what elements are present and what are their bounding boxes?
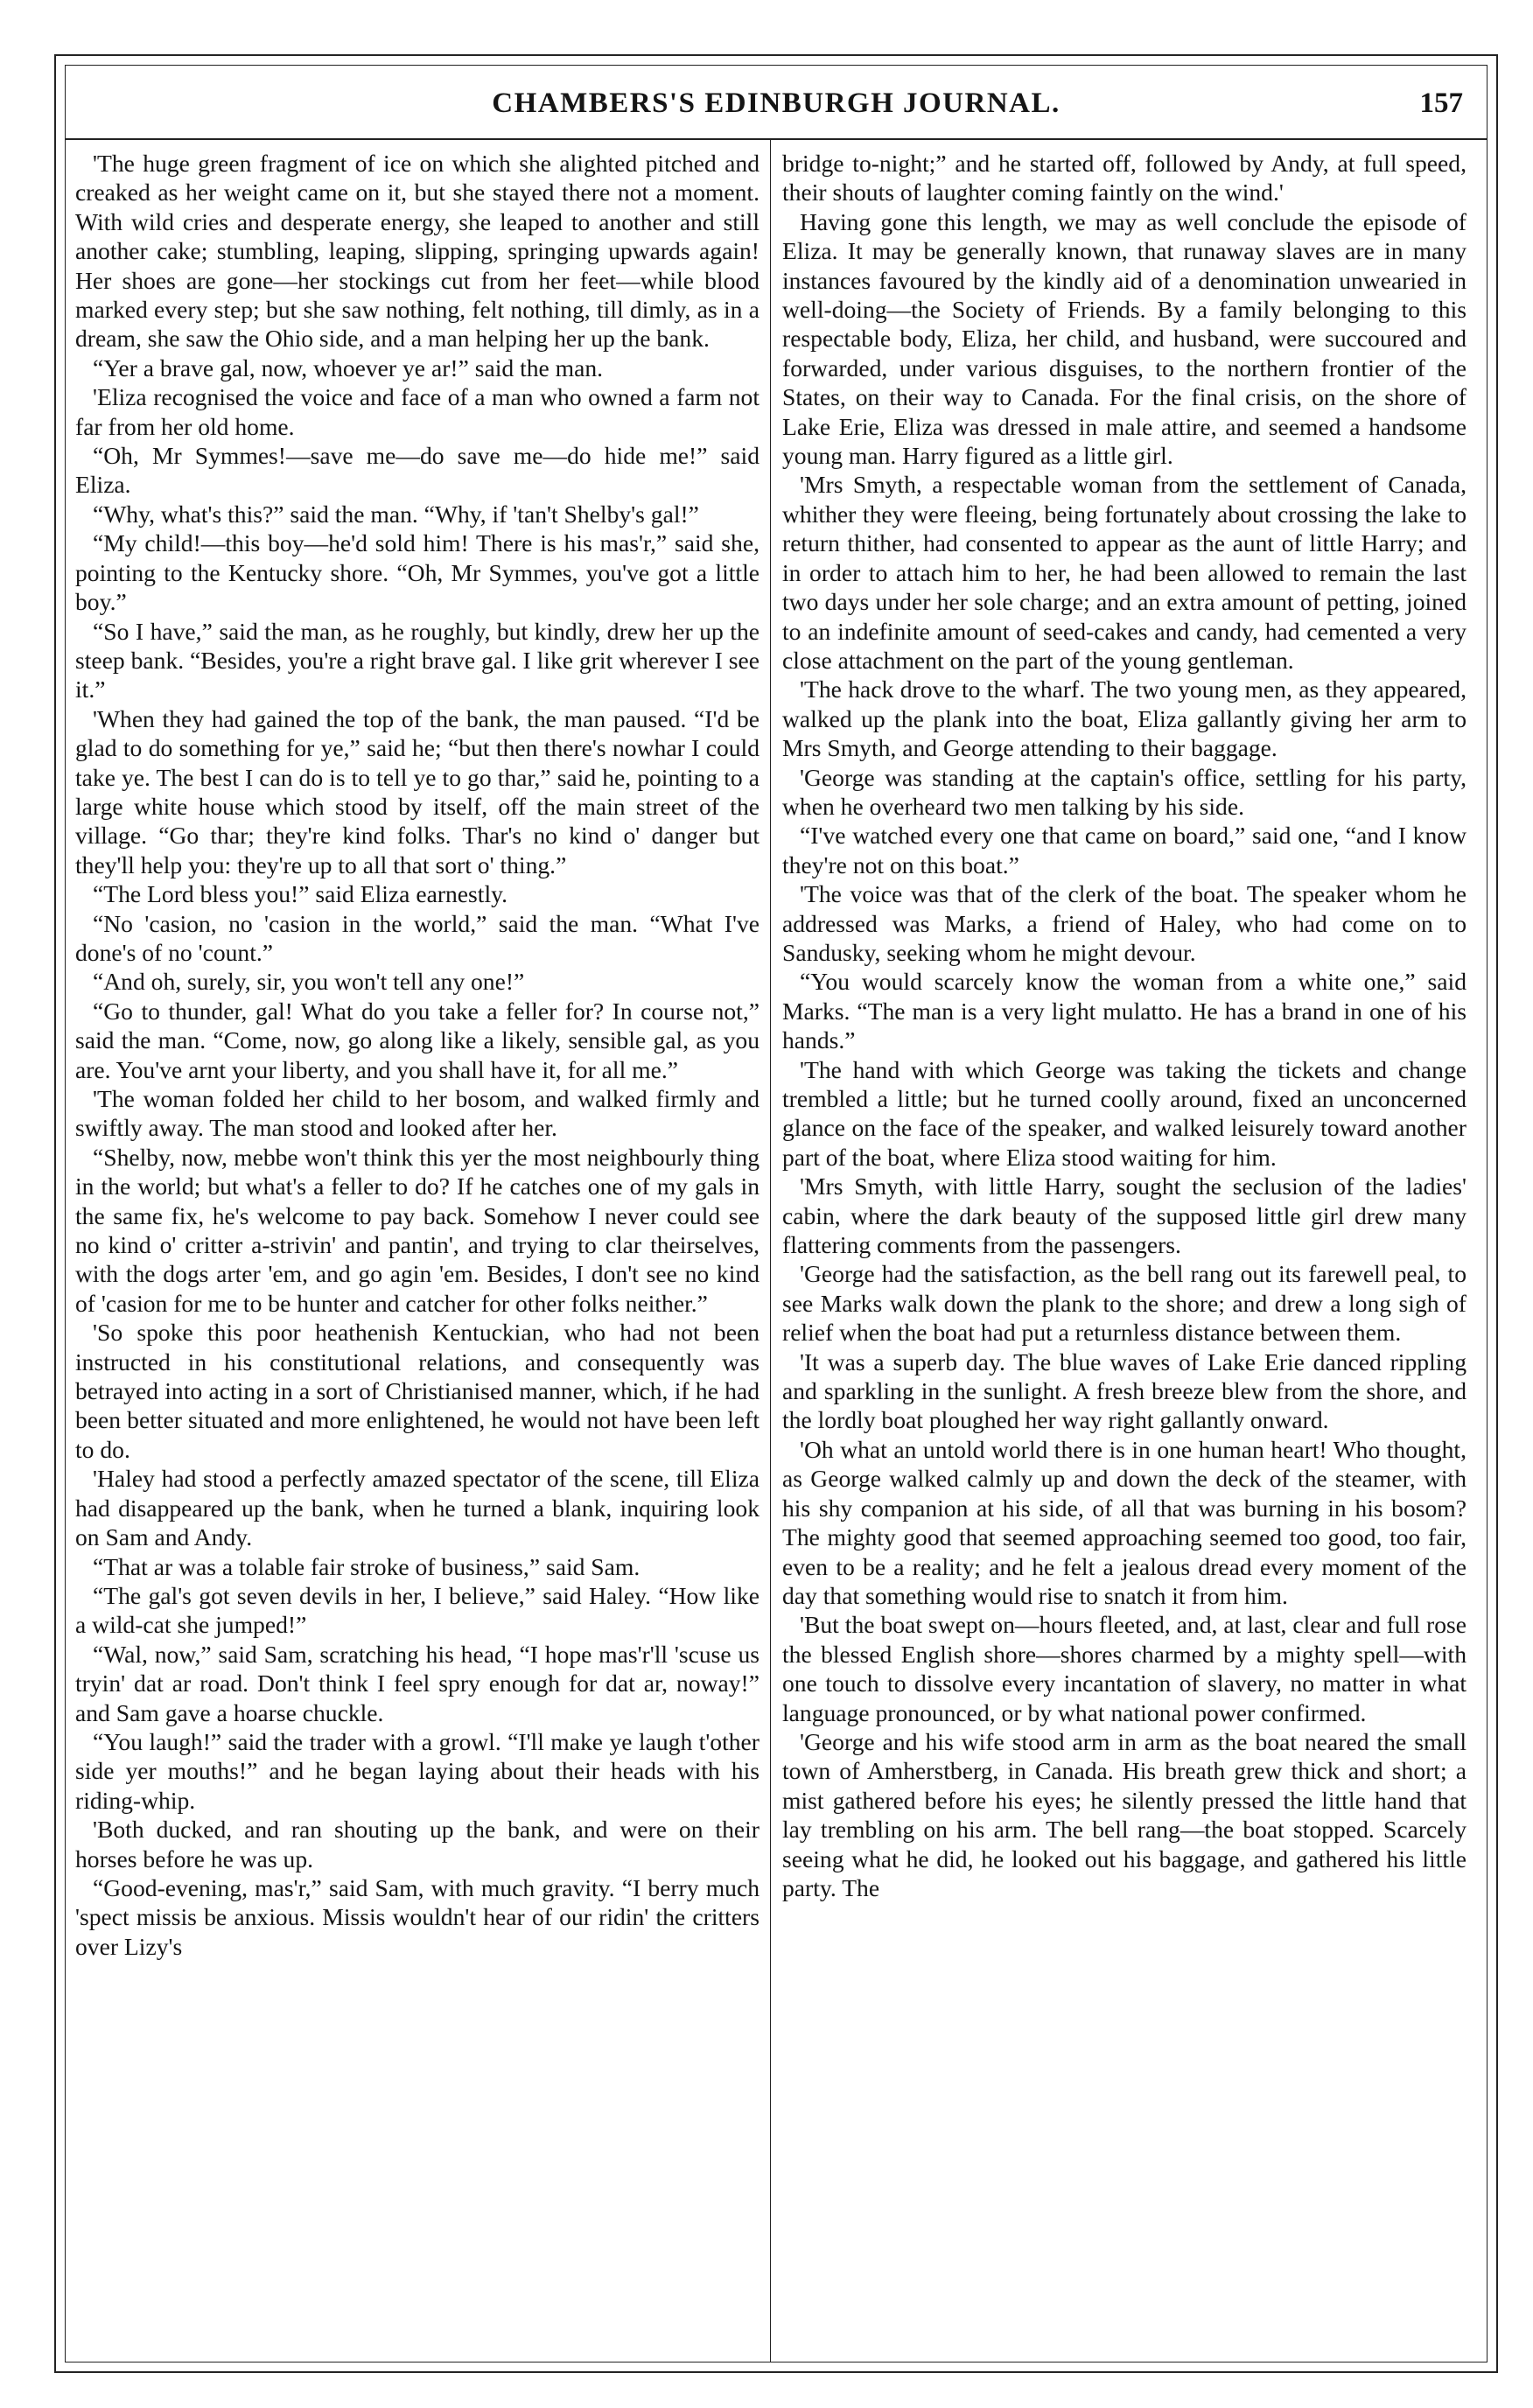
paragraph: 'The woman folded her child to her bosom, and walked firmly and swiftly away. The man stood and looked after her. bbox=[75, 1085, 760, 1142]
paragraph: 'The voice was that of the clerk of the boat. The speaker whom he addressed was Marks, a friend of Haley, who had come on to Sandusky, seeking whom he might devour. bbox=[782, 880, 1466, 966]
paragraph: 'So spoke this poor heathenish Kentuckian, who had not been instructed in his constitutional relations, and consequently was betrayed into acting in a sort of Christianised manner, which, if he had been better situated and more enlightened, he would not have been left to do. bbox=[75, 1319, 760, 1463]
paragraph: “Why, what's this?” said the man. “Why, if 'tan't Shelby's gal!” bbox=[93, 500, 699, 528]
paragraph: 'But the boat swept on—hours fleeted, and, at last, clear and full rose the blessed English shore—shores charmed by a mighty spell—with one touch to dissolve every incantation of slavery, no matter in what language pronounced, or by what national power confirmed. bbox=[782, 1611, 1466, 1726]
paragraph: “Good-evening, mas'r,” said Sam, with much gravity. “I berry much 'spect missis be anxious. Missis wouldn't hear of our ridin' the critters over Lizy's bbox=[75, 1873, 760, 1960]
paragraph: 'George was standing at the captain's office, settling for his party, when he overheard two men talking by his side. bbox=[782, 763, 1466, 820]
journal-title: CHAMBERS'S EDINBURGH JOURNAL. bbox=[492, 88, 1060, 119]
right-column bbox=[782, 149, 1466, 2354]
paragraph: 'Eliza recognised the voice and face of a man who owned a farm not far from her old home. bbox=[75, 383, 760, 440]
paragraph: 'The hack drove to the wharf. The two young men, as they appeared, walked up the plank into the boat, Eliza gallantly giving her arm to Mrs Smyth, and George attending to their baggage. bbox=[782, 676, 1466, 762]
paragraph: 'George had the satisfaction, as the bell rang out its farewell peal, to see Marks walk down the plank to the shore; and drew a long sigh of relief when the boat had put a returnless distance between them. bbox=[782, 1260, 1466, 1347]
paragraph: “The Lord bless you!” said Eliza earnestly. bbox=[93, 880, 508, 908]
paragraph: “I've watched every one that came on board,” said one, “and I know they're not on this boat.” bbox=[782, 822, 1466, 878]
paragraph: 'Both ducked, and ran shouting up the bank, and were on their horses before he was up. bbox=[75, 1816, 760, 1872]
paragraph: “The gal's got seven devils in her, I believe,” said Haley. “How like a wild-cat she jumped!” bbox=[75, 1581, 760, 1639]
paragraph: 'Oh what an untold world there is in one human heart! Who thought, as George walked calmly up and down the deck of the steamer, with his shy companion at his side, of all that was burning in his bosom? The mighty good that seemed approaching seemed too good, too fair, even to be a reality; and he felt a jealous dread every moment of the day that something would rise to snatch it from him. bbox=[782, 1435, 1466, 1609]
paragraph: 'It was a superb day. The blue waves of Lake Erie danced rippling and sparkling in the sunlight. A fresh breeze blew from the shore, and the lordly boat ploughed her way right gallantly onward. bbox=[782, 1348, 1466, 1434]
paragraph: “Go to thunder, gal! What do you take a feller for? In course not,” said the man. “Come, now, go along like a likely, sensible gal, as you are. You've arnt your liberty, and you shall have it, for all me.” bbox=[75, 997, 760, 1083]
paragraph: “Wal, now,” said Sam, scratching his head, “I hope mas'r'll 'scuse us tryin' dat ar road. Don't think I feel spry enough for dat ar, noway!” and Sam gave a hoarse chuckle. bbox=[75, 1640, 760, 1726]
paragraph: “So I have,” said the man, as he roughly, but kindly, drew her up the steep bank. “Besides, you're a right brave gal. I like grit wherever I see it.” bbox=[75, 617, 760, 704]
paragraph: “Yer a brave gal, now, whoever ye ar!” said the man. bbox=[93, 354, 604, 382]
paragraph: “You laugh!” said the trader with a growl. “I'll make ye laugh t'other side yer mouths!” and he began laying about their heads with his riding-whip. bbox=[75, 1727, 760, 1814]
header-rule bbox=[65, 138, 1488, 140]
left-column bbox=[75, 149, 760, 2354]
page-header bbox=[65, 88, 1488, 136]
page-number: 157 bbox=[1419, 88, 1463, 119]
paragraph: “My child!—this boy—he'd sold him! There is his mas'r,” said she, pointing to the Kentucky shore. “Oh, Mr Symmes, you've got a little boy.” bbox=[75, 529, 760, 616]
paragraph: 'The huge green fragment of ice on which she alighted pitched and creaked as her weight came on it, but she stayed there not a moment. With wild cries and desperate energy, she leaped to another and still another cake; stumbling, leaping, slipping, springing upwards again! Her shoes are gone—her stockings cut from her feet—while blood marked every step; but she saw nothing, felt nothing, till dimly, as in a dream, she saw the Ohio side, and a man helping her up the bank. bbox=[75, 150, 760, 353]
paragraph: 'George and his wife stood arm in arm as the boat neared the small town of Amherstberg, in Canada. His breath grew thick and short; a mist gathered before his eyes; he silently pressed the little hand that lay trembling on his arm. The bell rang—the boat stopped. Scarcely seeing what he did, he looked out his baggage, and gathered his little party. The bbox=[782, 1727, 1466, 1901]
paragraph: Having gone this length, we may as well conclude the episode of Eliza. It may be generally known, that runaway slaves are in many instances favoured by the kindly aid of a denomination unwearied in well-doing—the Society of Friends. By a family belonging to this respectable body, Eliza, her child, and husband, were succoured and forwarded, under various disguises, to the northern frontier of the States, on their way to Canada. For the final crisis, on the shore of Lake Erie, Eliza was dressed in male attire, and seemed a handsome young man. Harry figured as a little girl. bbox=[782, 207, 1466, 470]
paragraph: “Oh, Mr Symmes!—save me—do save me—do hide me!” said Eliza. bbox=[75, 442, 760, 499]
paragraph: 'Mrs Smyth, a respectable woman from the settlement of Canada, whither they were fleeing, being fortunately about crossing the lake to return thither, had consented to appear as the aunt of little Harry; and in order to attach him to her, he had been allowed to remain the last two days under her sole charge; and an extra amount of petting, joined to an indefinite amount of seed-cakes and candy, had cemented a very close attachment on the part of the young gentleman. bbox=[782, 471, 1466, 674]
paragraph: 'Haley had stood a perfectly amazed spectator of the scene, till Eliza had disappeared up the bank, when he turned a blank, inquiring look on Sam and Andy. bbox=[75, 1465, 760, 1551]
paragraph: bridge to-night;” and he started off, followed by Andy, at full speed, their shouts of laughter coming faintly on the wind.' bbox=[782, 150, 1466, 206]
paragraph: “No 'casion, no 'casion in the world,” said the man. “What I've done's of no 'count.” bbox=[75, 909, 760, 966]
column-divider bbox=[770, 140, 771, 2362]
paragraph: 'The hand with which George was taking the tickets and change trembled a little; but he turned coolly around, fixed an unconcerned glance on the face of the speaker, and walked leisurely toward another part of the boat, where Eliza stood waiting for him. bbox=[782, 1055, 1466, 1171]
paragraph: “Shelby, now, mebbe won't think this yer the most neighbourly thing in the world; but what's a feller to do? If he catches one of my gals in the same fix, he's welcome to pay back. Somehow I never could see no kind o' critter a-strivin' and pantin', and trying to clar theirselves, with the dogs arter 'em, and go agin 'em. Besides, I don't see no kind of 'casion for me to be hunter and catcher for other folks neither.” bbox=[75, 1143, 760, 1317]
paragraph: “You would scarcely know the woman from a white one,” said Marks. “The man is a very light mulatto. He has a brand in one of his hands.” bbox=[782, 968, 1466, 1054]
paragraph: 'When they had gained the top of the bank, the man paused. “I'd be glad to do something for ye,” said he; “but then there's nowhar I could take ye. The best I can do is to tell ye to go thar,” said he, pointing to a large white house which stood by itself, off the main street of the village. “Go thar; they're kind folks. Thar's no kind o' danger but they'll help you: they're up to all that sort o' thing.” bbox=[75, 704, 760, 878]
paragraph: 'Mrs Smyth, with little Harry, sought the seclusion of the ladies' cabin, where the dark beauty of the supposed little girl drew many flattering comments from the passengers. bbox=[782, 1172, 1466, 1259]
paragraph: “And oh, surely, sir, you won't tell any one!” bbox=[93, 968, 525, 996]
paragraph: “That ar was a tolable fair stroke of business,” said Sam. bbox=[93, 1552, 640, 1580]
